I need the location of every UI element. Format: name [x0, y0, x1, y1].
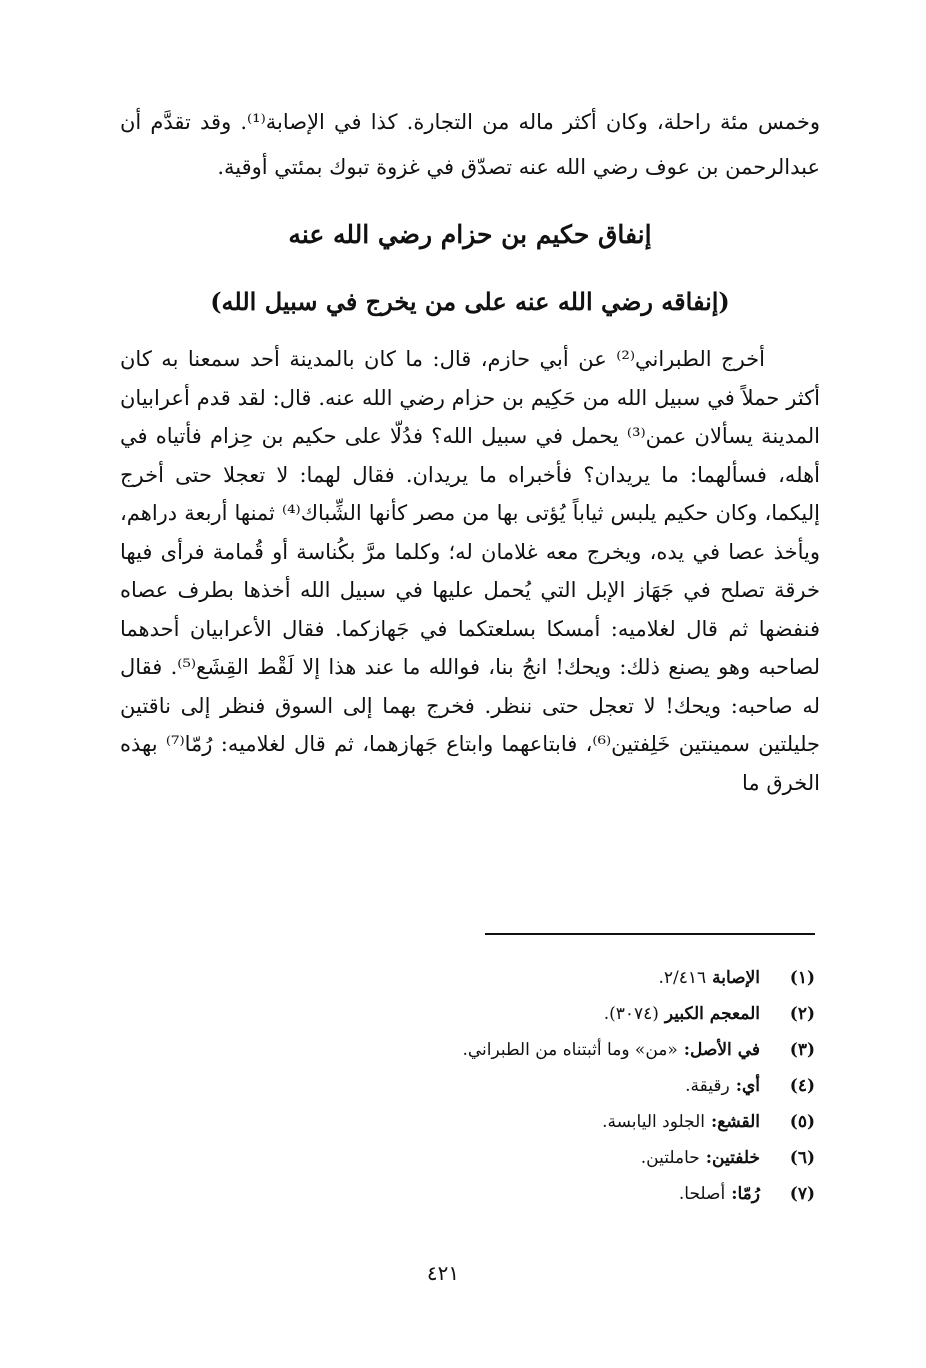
- footnote-text: (٣٠٧٤).: [603, 1004, 659, 1024]
- footnote-item: [300, 960, 815, 996]
- footnote-number: (٤): [789, 1076, 815, 1096]
- footnote-number: (٣): [789, 1040, 815, 1060]
- footnote-number: (٥): [789, 1112, 815, 1132]
- footnote-item: [300, 1068, 815, 1104]
- footnote-item: [300, 1176, 815, 1212]
- footnote-number: (١): [789, 968, 815, 988]
- footnote-number: (٢): [789, 1004, 815, 1024]
- body-paragraph: أخرج الطبراني⁽²⁾ عن أبي حازم، قال: ما كان بالمدينة أحد سمعنا به كان أكثر حملاً في سبيل الله من حَكِيم بن حزام رضي الله عنه. قال: لقد قدم أعرابيان المدينة يسألان عمن⁽³⁾ يحمل في سبيل الله؟ فدُلّا على حكيم بن حِزام فأتياه في أهله، فسألهما: ما يريدان؟ فأخبراه ما يريدان. فقال لهما: لا تعجلا حتى أخرج إليكما، وكان حكيم يلبس ثياباً يُؤتى بها من مصر كأنها الشِّباك⁽⁴⁾ ثمنها أربعة دراهم، ويأخذ عصا في يده، ويخرج معه غلامان له؛ وكلما مرَّ بكُناسة أو قُمامة فرأى فيها خرقة تصلح في جَهَاز الإبل التي يُحمل عليها في سبيل الله أخذها بطرف عصاه فنفضها ثم قال لغلاميه: أمسكا بسلعتكما في جَهازكما. فقال الأعرابيان أحدهما لصاحبه وهو يصنع ذلك: ويحك! انجُ بنا، فوالله ما عند هذا إلا لَقْط القِشَع⁽⁵⁾. فقال له صاحبه: ويحك! لا تعجل حتى ننظر. فخرج بهما إلى السوق فنظر إلى ناقتين جليلتين سمينتين خَلِفتين⁽⁶⁾، فابتاعهما وابتاع جَهازهما، ثم قال لغلاميه: رُمّا⁽⁷⁾ بهذه الخرق ما: [120, 347, 820, 795]
- footnote-number: (٦): [789, 1148, 815, 1168]
- footnote-item: [300, 1140, 815, 1176]
- footnote-term: الإصابة: [712, 968, 760, 988]
- footnote-term: أي:: [735, 1076, 760, 1096]
- footnote-term: خلفتين:: [705, 1148, 760, 1168]
- section-title: إنفاق حكيم بن حزام رضي الله عنه: [288, 220, 652, 249]
- footnote-number: (٧): [789, 1184, 815, 1204]
- footnote-text: حاملتين.: [640, 1148, 700, 1168]
- footnote-text: الجلود اليابسة.: [602, 1112, 705, 1132]
- section-subtitle: (إنفاقه رضي الله عنه على من يخرج في سبيل الله): [210, 287, 730, 316]
- footnote-term: في الأصل:: [683, 1040, 760, 1060]
- footnote-item: [300, 1032, 815, 1068]
- intro-paragraph: وخمس مئة راحلة، وكان أكثر ماله من التجارة. كذا في الإصابة⁽¹⁾. وقد تقدَّم أن عبدالرحمن بن عوف رضي الله عنه تصدّق في غزوة تبوك بمئتي أوقية.: [120, 110, 820, 179]
- page-number: ٤٢١: [426, 1261, 460, 1285]
- footnote-item: [300, 1104, 815, 1140]
- footnote-text: أصلحا.: [678, 1184, 726, 1204]
- footnote-term: المعجم الكبير: [664, 1004, 760, 1024]
- footnote-separator: [485, 933, 815, 935]
- footnote-text: رقيقة.: [685, 1076, 730, 1096]
- footnotes-list: [300, 960, 815, 1212]
- footnote-text: ٢/٤١٦.: [658, 968, 707, 988]
- footnote-item: [300, 996, 815, 1032]
- footnote-term: القشع:: [711, 1112, 760, 1132]
- footnote-text: «من» وما أثبتناه من الطبراني.: [462, 1040, 678, 1060]
- footnote-term: رُمّا:: [731, 1184, 760, 1204]
- body-text: [120, 340, 820, 802]
